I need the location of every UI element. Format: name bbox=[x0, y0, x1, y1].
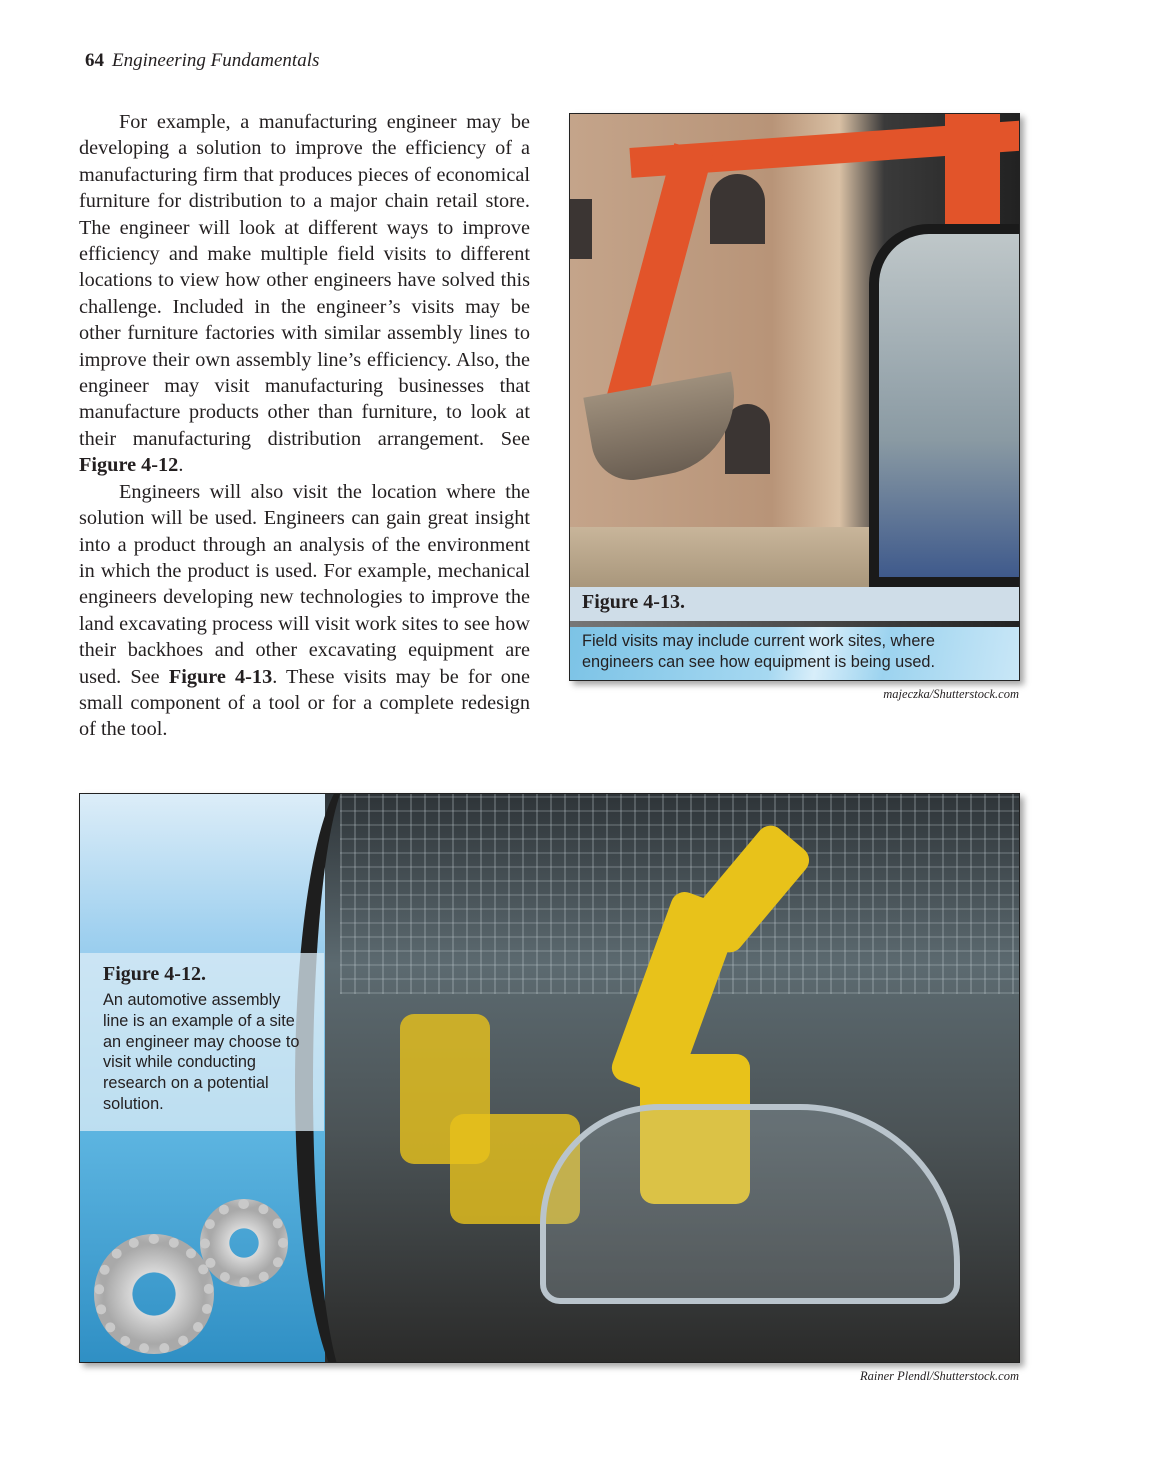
paragraph bbox=[79, 479, 530, 743]
photo-credit: majeczka/Shutterstock.com bbox=[883, 687, 1019, 701]
figure-caption-box bbox=[80, 953, 324, 1131]
figure-4-12 bbox=[79, 793, 1020, 1363]
ground bbox=[570, 527, 890, 587]
paragraph-text: . bbox=[178, 454, 184, 477]
gear-icon bbox=[200, 1199, 288, 1287]
car-frame bbox=[540, 1104, 960, 1304]
book-title: Engineering Fundamentals bbox=[112, 50, 320, 71]
paragraph-text: . These visits may be for one small component of a tool or for a complete redesign of the tool. bbox=[79, 665, 531, 741]
building-window bbox=[710, 174, 765, 244]
photo-credit: Rainer Plendl/Shutterstock.com bbox=[860, 1369, 1019, 1383]
figure-reference: Figure 4-13 bbox=[168, 665, 273, 688]
figure-title: Figure 4-13. bbox=[570, 587, 1019, 621]
figure-title: Figure 4-12. bbox=[103, 963, 206, 985]
figure-4-13 bbox=[569, 113, 1020, 681]
figure-caption: An automotive assembly line is an example of a site an engineer may choose to visit while conducting research on a potential solution. bbox=[103, 991, 300, 1113]
gear-icon bbox=[94, 1234, 214, 1354]
figure-reference: Figure 4-12 bbox=[79, 454, 179, 477]
excavator-arm bbox=[607, 143, 713, 404]
building-window bbox=[570, 199, 592, 259]
excavator-cab bbox=[869, 224, 1019, 587]
paragraph bbox=[79, 109, 530, 479]
page-number: 64 bbox=[85, 50, 104, 71]
excavator-photo bbox=[570, 114, 1019, 587]
paragraph-text: For example, a manufacturing engineer may be developing a solution to improve the efficiency of a manufacturing firm that produces pieces of economical furniture for distribution to a major chain retail store. The engineer will look at different ways to improve efficiency and make multiple field visits to different locations to view how other engineers have solved this challenge. Included in the engineer’s visits may be other furniture factories with similar assembly lines to improve their own assembly line’s efficiency. Also, the engineer may visit manufacturing businesses that manufacture products other than furniture, to look at their manufacturing distribution arrangement. See bbox=[79, 111, 530, 450]
figure-caption: Field visits may include current work sites, where engineers can see how equipment is being used. bbox=[570, 627, 1019, 681]
body-text bbox=[79, 109, 530, 743]
paragraph-text: Engineers will also visit the location where the solution will be used. Engineers can gain great insight into a product through an analysis of the environment in which the product is used. For example, mechanical engineers developing new technologies to improve the land excavating process will visit work sites to see how their backhoes and other excavating equipment are used. See bbox=[79, 480, 530, 688]
running-header bbox=[85, 50, 319, 72]
